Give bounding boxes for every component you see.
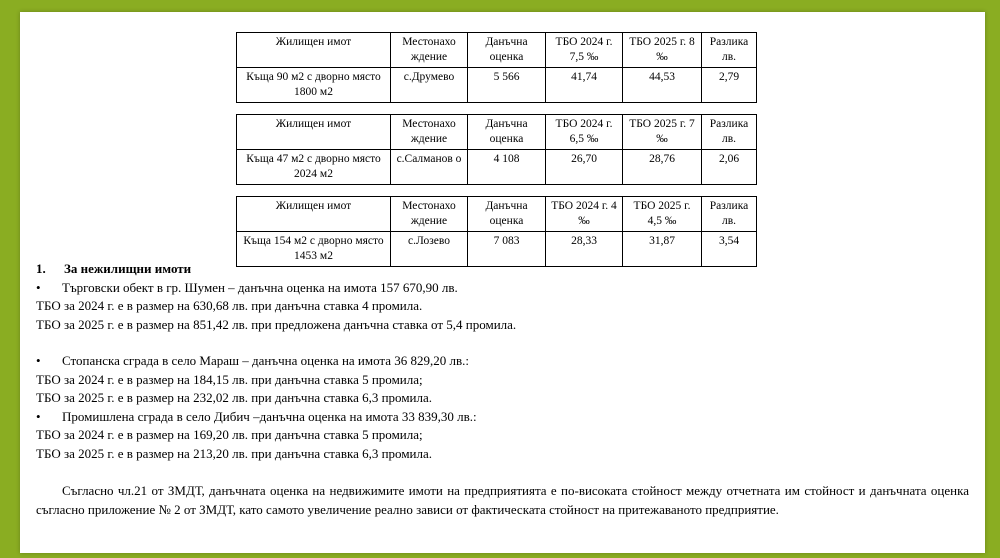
header-tbo-2024: ТБО 2024 г. 4 ‰ <box>546 197 623 232</box>
header-difference: Разлика лв. <box>702 115 757 150</box>
header-location: Местонахо ждение <box>391 115 468 150</box>
list-item-text: Промишлена сграда в село Дибич –данъчна оценка на имота 33 839,30 лв.: <box>62 408 477 424</box>
cell-property: Къща 90 м2 с дворно място 1800 м2 <box>237 68 391 103</box>
header-tbo-2024: ТБО 2024 г. 6,5 ‰ <box>546 115 623 150</box>
tbo-line: ТБО за 2025 г. е в размер на 213,20 лв. при данъчна ставка 6,3 промила. <box>36 445 433 461</box>
bullet-icon: • <box>36 353 41 368</box>
header-property: Жилищен имот <box>237 115 391 150</box>
cell-tbo-2024: 41,74 <box>546 68 623 103</box>
table-row <box>237 68 757 103</box>
cell-difference: 2,79 <box>702 68 757 103</box>
list-item-text: Стопанска сграда в село Мараш – данъчна оценка на имота 36 829,20 лв.: <box>62 353 470 368</box>
cell-tbo-2025: 44,53 <box>623 68 702 103</box>
cell-tbo-2025: 28,76 <box>623 150 702 185</box>
header-property: Жилищен имот <box>237 33 391 68</box>
cell-tbo-2025: 31,87 <box>623 232 702 267</box>
section-heading <box>36 260 971 279</box>
tbo-line: ТБО за 2025 г. е в размер на 232,02 лв. при данъчна ставка 6,3 промила. <box>36 390 433 405</box>
cell-location: с.Друмево <box>391 68 468 103</box>
header-tbo-2024: ТБО 2024 г. 7,5 ‰ <box>546 33 623 68</box>
table-header-row <box>237 115 757 150</box>
header-property: Жилищен имот <box>237 197 391 232</box>
non-residential-section <box>36 260 971 463</box>
section-number: 1. <box>36 261 46 276</box>
header-tbo-2025: ТБО 2025 г. 4,5 ‰ <box>623 197 702 232</box>
section-title: За нежилищни имоти <box>64 261 192 276</box>
tax-table-drumevo <box>236 32 757 103</box>
tbo-line: ТБО за 2024 г. е в размер на 169,20 лв. при данъчна ставка 5 промила; <box>36 427 423 442</box>
table-header-row <box>237 33 757 68</box>
bullet-icon: • <box>36 279 41 295</box>
tax-table-lozevo <box>236 196 757 267</box>
list-item <box>36 408 971 427</box>
header-tbo-2025: ТБО 2025 г. 7 ‰ <box>623 115 702 150</box>
cell-location: с.Салманов о <box>391 150 468 185</box>
cell-tax-assessment: 4 108 <box>468 150 546 185</box>
header-location: Местонахо ждение <box>391 197 468 232</box>
tax-table-salmanovo <box>236 114 757 185</box>
cell-tbo-2024: 26,70 <box>546 150 623 185</box>
cell-location: с.Лозево <box>391 232 468 267</box>
cell-property: Къща 47 м2 с дворно място 2024 м2 <box>237 150 391 185</box>
list-item-text: Търговски обект в гр. Шумен – данъчна оценка на имота 157 670,90 лв. <box>62 279 458 295</box>
tbo-line: ТБО за 2024 г. е в размер на 184,15 лв. при данъчна ставка 5 промила; <box>36 371 423 387</box>
cell-tax-assessment: 7 083 <box>468 232 546 267</box>
cell-property: Къща 154 м2 с дворно място 1453 м2 <box>237 232 391 267</box>
header-tax-assessment: Данъчна оценка <box>468 115 546 150</box>
spacer <box>36 334 971 352</box>
header-difference: Разлика лв. <box>702 197 757 232</box>
table-header-row <box>237 197 757 232</box>
cell-difference: 3,54 <box>702 232 757 267</box>
list-item <box>36 352 971 371</box>
header-difference: Разлика лв. <box>702 33 757 68</box>
header-tax-assessment: Данъчна оценка <box>468 33 546 68</box>
header-location: Местонахо ждение <box>391 33 468 68</box>
legal-note-paragraph: Съгласно чл.21 от ЗМДТ, данъчната оценка на недвижимите имоти на предприятията е по-високата стойност между отчетната им стойност и данъчната оценка съгласно приложение № 2 от ЗМДТ, като самото увеличение реално зависи от фактическата стойност на притежаваното предприятие. <box>36 483 969 517</box>
list-item <box>36 279 971 298</box>
cell-difference: 2,06 <box>702 150 757 185</box>
header-tbo-2025: ТБО 2025 г. 8 ‰ <box>623 33 702 68</box>
tbo-line: ТБО за 2024 г. е в размер на 630,68 лв. при данъчна ставка 4 промила. <box>36 298 423 313</box>
tbo-line: ТБО за 2025 г. е в размер на 851,42 лв. при предложена данъчна ставка от 5,4 промила. <box>36 316 517 332</box>
table-row <box>237 150 757 185</box>
cell-tbo-2024: 28,33 <box>546 232 623 267</box>
bullet-icon: • <box>36 408 41 424</box>
cell-tax-assessment: 5 566 <box>468 68 546 103</box>
document-page <box>20 12 985 553</box>
header-tax-assessment: Данъчна оценка <box>468 197 546 232</box>
